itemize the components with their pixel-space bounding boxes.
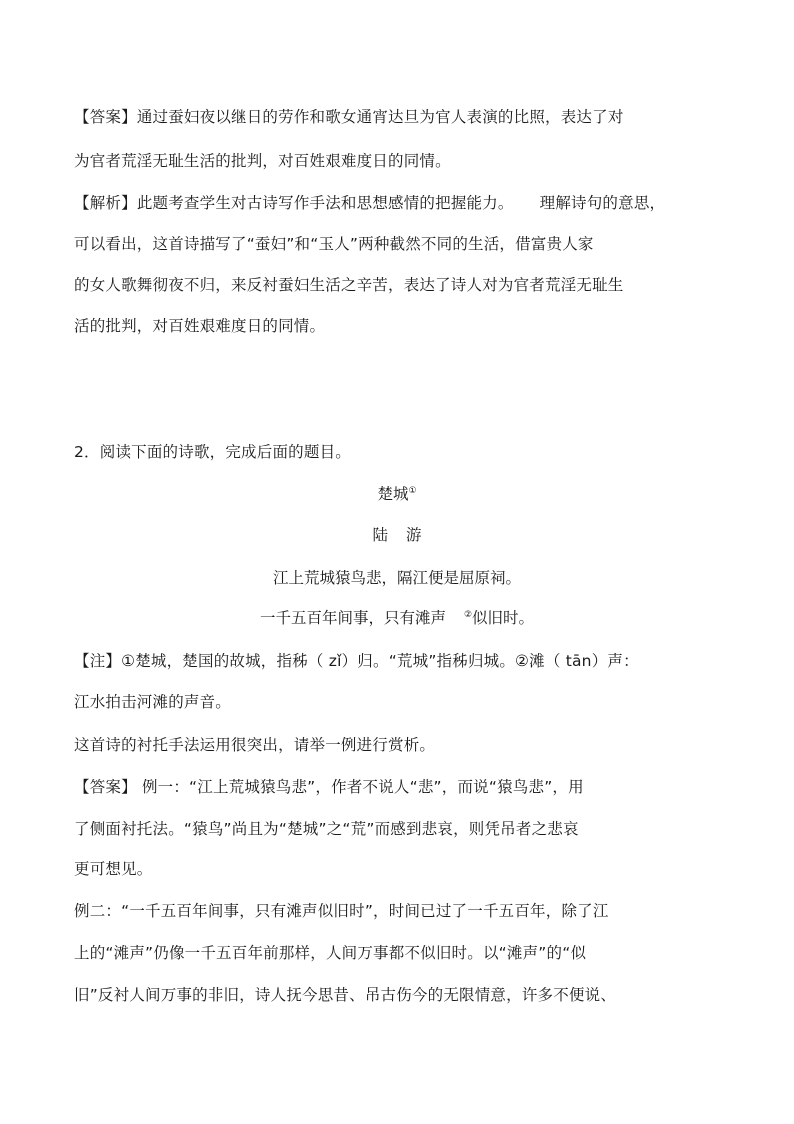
notes-text-c: tān）声： — [565, 652, 639, 670]
answer-text: 通过蚕妇夜以继日的劳作和歌女通宵达旦为官人表演的比照，表达了对 — [136, 108, 624, 126]
poem-author-first: 陆 — [372, 526, 388, 544]
answer2-text: 例一：“江上荒城猿鸟悲”，作者不说人“悲”，而说“猿鸟悲”，用 — [141, 778, 584, 796]
poem-line-2-a: 一千五百年间事，只有滩声 — [259, 609, 446, 627]
analysis-line-2: 可以看出，这首诗描写了“蚕妇”和“玉人”两种截然不同的生活，借富贵人家 — [74, 235, 594, 253]
answer2-line-5: 上的“滩声”仍像一千五百年前那样，人间万事都不似旧时。以“滩声”的“似 — [74, 944, 587, 962]
notes-text-b: zǐ）归。“荒城”指秭归城。②滩（ — [328, 652, 561, 670]
poem-title — [0, 484, 794, 504]
answer2-line-2: 了侧面衬托法。“猿鸟”尚且为“楚城”之“荒”而感到悲哀，则凭吊者之悲哀 — [74, 820, 579, 838]
question-heading: 2．阅读下面的诗歌，完成后面的题目。 — [74, 443, 351, 461]
analysis-text: 此题考查学生对古诗写作手法和思想感情的把握能力。 — [136, 194, 514, 212]
answer2-line-6: 旧”反衬人间万事的非旧，诗人抚今思昔、吊古伤今的无限情意，许多不便说、 — [74, 986, 617, 1004]
answer-line-1 — [74, 107, 624, 127]
question-prompt: 这首诗的衬托手法运用很突出，请举一例进行赏析。 — [74, 736, 436, 754]
notes-line-1 — [74, 651, 639, 671]
poem-author — [0, 525, 794, 545]
poem-author-last: 游 — [406, 526, 422, 544]
poem-line-2-footnote-marker: ② — [463, 609, 473, 620]
answer2-line-4: 例二：“一千五百年间事，只有滩声似旧时”，时间已过了一千五百年，除了江 — [74, 902, 609, 920]
analysis-line-3: 的女人歌舞彻夜不归，来反衬蚕妇生活之辛苦，表达了诗人对为官者荒淫无耻生 — [74, 276, 624, 294]
poem-line-1: 江上荒城猿鸟悲，隔江便是屈原祠。 — [272, 569, 521, 587]
notes-line-2: 江水拍击河滩的声音。 — [74, 693, 232, 711]
notes-text-a: 【注】①楚城，楚国的故城，指秭（ — [74, 652, 324, 670]
answer2-line-3: 更可想见。 — [74, 860, 153, 878]
analysis-tag: 【解析】 — [74, 194, 137, 212]
poem-title-text: 楚城 — [377, 485, 409, 503]
analysis-text-b: 理解诗句的意思， — [539, 194, 666, 212]
answer-line-2: 为官者荒淫无耻生活的批判，对百姓艰难度日的同情。 — [74, 152, 451, 170]
answer2-line-1 — [74, 777, 584, 797]
analysis-line-4: 活的批判，对百姓艰难度日的同情。 — [74, 317, 326, 335]
poem-title-footnote-marker: ① — [408, 485, 417, 496]
poem-line-2-b: 似旧时。 — [472, 609, 535, 627]
answer2-tag: 【答案】 — [74, 778, 137, 796]
analysis-line-1 — [74, 193, 665, 213]
poem-line-2 — [0, 608, 794, 628]
answer-tag: 【答案】 — [74, 108, 137, 126]
